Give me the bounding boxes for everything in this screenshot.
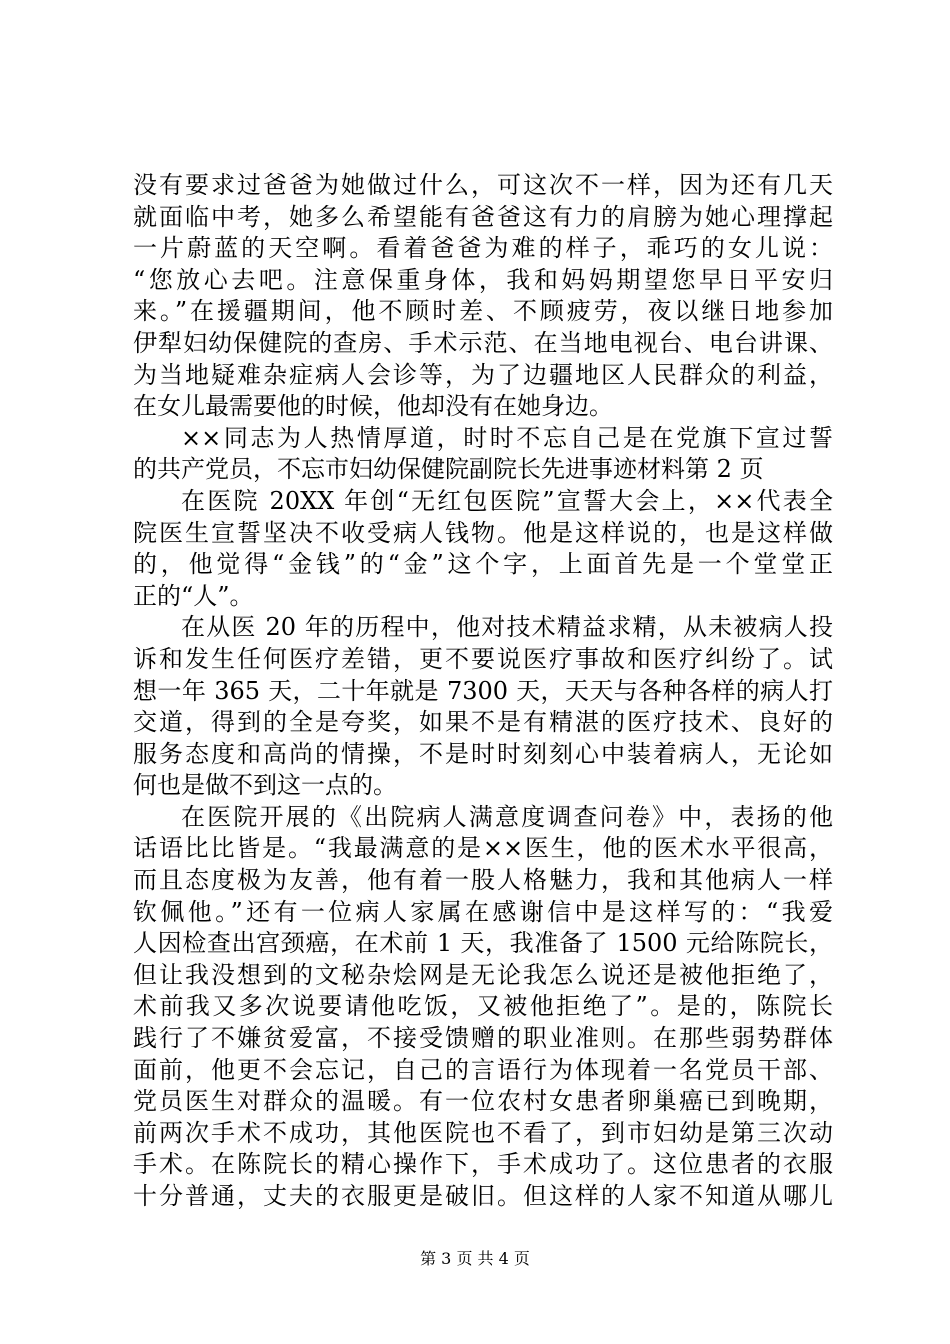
text-line: 践行了不嫌贫爱富，不接受馈赠的职业准则。在那些弱势群体 [133, 1024, 833, 1053]
text-line: 想一年 365 天，二十年就是 7300 天，天天与各种各样的病人打 [133, 676, 833, 705]
text-line: 就面临中考，她多么希望能有爸爸这有力的肩膀为她心理撑起 [133, 202, 833, 231]
paragraph [133, 802, 833, 1213]
paragraph [133, 423, 833, 486]
paragraph [133, 486, 833, 612]
text-line: 话语比比皆是。“我最满意的是××医生，他的医术水平很高， [133, 834, 833, 863]
text-line: 术前我又多次说要请他吃饭，又被他拒绝了”。是的，陈院长 [133, 992, 833, 1021]
text-line: 面前，他更不会忘记，自己的言语行为体现着一名党员干部、 [133, 1055, 833, 1084]
text-line: 人因检查出宫颈癌，在术前 1 天，我准备了 1500 元给陈院长， [133, 929, 833, 958]
document-body [133, 170, 833, 1213]
text-line: 服务态度和高尚的情操，不是时时刻刻心中装着病人，无论如 [133, 739, 833, 768]
text-line: 正的“人”。 [133, 581, 254, 610]
text-line: 党员医生对群众的温暖。有一位农村女患者卵巢癌已到晚期， [133, 1087, 833, 1116]
text-line: 在医院开展的《出院病人满意度调查问卷》中，表扬的他 [181, 802, 833, 831]
text-line: 何也是做不到这一点的。 [133, 771, 397, 800]
text-line: 来。”在援疆期间，他不顾时差、不顾疲劳，夜以继日地参加 [133, 297, 833, 326]
text-line: 在女儿最需要他的时候，他却没有在她身边。 [133, 392, 613, 421]
text-line: 一片蔚蓝的天空啊。看着爸爸为难的样子，乖巧的女儿说： [133, 234, 833, 263]
text-line: 十分普通，丈夫的衣服更是破旧。但这样的人家不知道从哪儿 [133, 1182, 833, 1210]
text-line: 而且态度极为友善，他有着一股人格魅力，我和其他病人一样 [133, 866, 833, 895]
text-line: 钦佩他。”还有一位病人家属在感谢信中是这样写的：“我爱 [133, 897, 833, 926]
text-line: 手术。在陈院长的精心操作下，手术成功了。这位患者的衣服 [133, 1150, 833, 1179]
text-line: 的共产党员，不忘市妇幼保健院副院长先进事迹材料第 2 页 [133, 455, 764, 484]
text-line: 伊犁妇幼保健院的查房、手术示范、在当地电视台、电台讲课、 [133, 328, 833, 357]
paragraph [133, 170, 833, 423]
text-line: 交道，得到的全是夸奖，如果不是有精湛的医疗技术、良好的 [133, 708, 833, 737]
text-line: 在医院 20XX 年创“无红包医院”宣誓大会上，××代表全 [181, 486, 833, 515]
text-line: ××同志为人热情厚道，时时不忘自己是在党旗下宣过誓 [181, 423, 833, 452]
text-line: 院医生宣誓坚决不收受病人钱物。他是这样说的，也是这样做 [133, 518, 833, 547]
text-line: 的，他觉得“金钱”的“金”这个字，上面首先是一个堂堂正 [133, 550, 833, 579]
text-line: “您放心去吧。注意保重身体，我和妈妈期望您早日平安归 [133, 265, 833, 294]
text-line: 在从医 20 年的历程中，他对技术精益求精，从未被病人投 [181, 613, 833, 642]
page-footer: 第 3 页 共 4 页 [420, 1249, 530, 1268]
text-line: 没有要求过爸爸为她做过什么，可这次不一样，因为还有几天 [133, 171, 833, 199]
text-line: 前两次手术不成功，其他医院也不看了，到市妇幼是第三次动 [133, 1118, 833, 1147]
text-line: 诉和发生任何医疗差错，更不要说医疗事故和医疗纠纷了。试 [133, 644, 833, 673]
paragraph [133, 612, 833, 802]
text-line: 但让我没想到的文秘杂烩网是无论我怎么说还是被他拒绝了， [133, 960, 833, 989]
text-line: 为当地疑难杂症病人会诊等，为了边疆地区人民群众的利益， [133, 360, 833, 389]
